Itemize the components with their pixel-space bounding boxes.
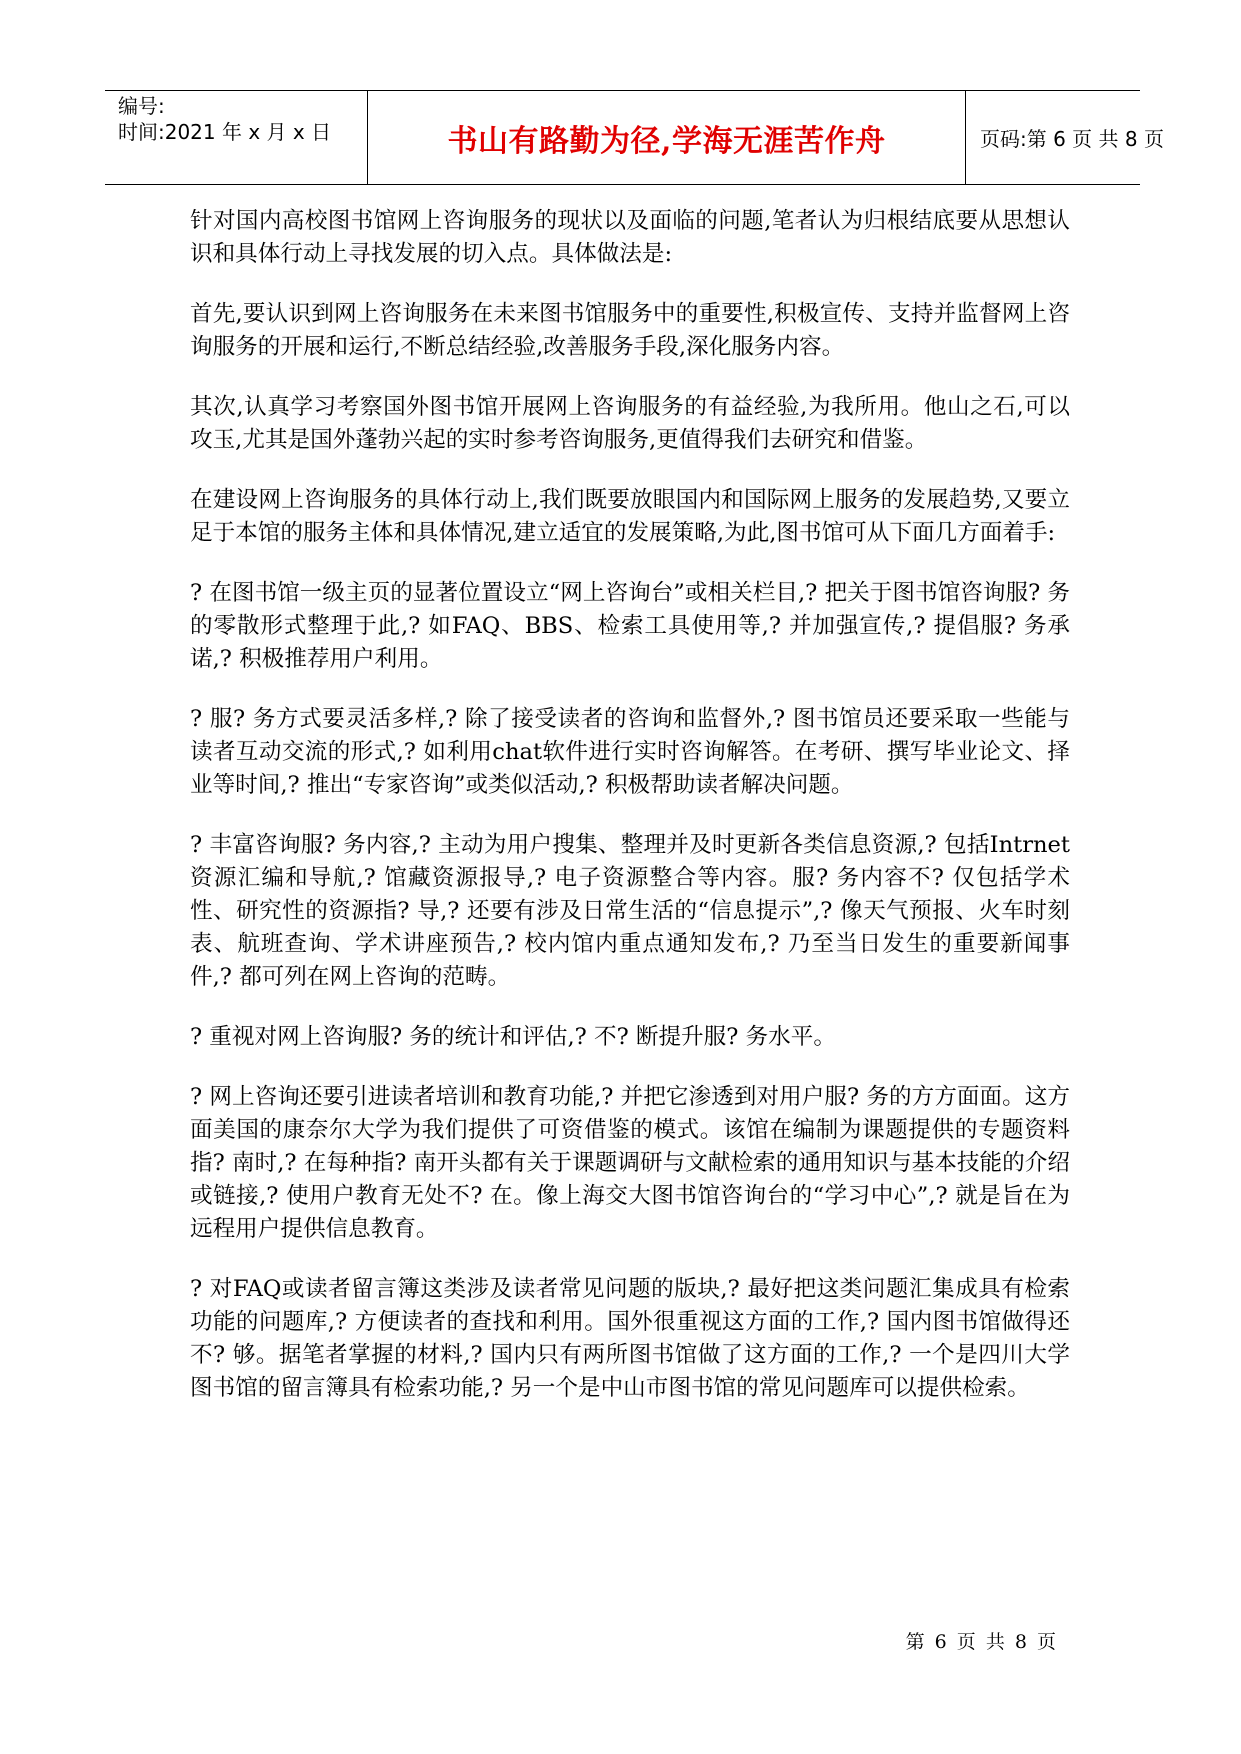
header-page-code: 页码:第 6 页 共 8 页: [980, 127, 1164, 151]
header-motto: 书山有路勤为径,学海无涯苦作舟: [447, 123, 886, 159]
body-paragraph-2: 首先,要认识到网上咨询服务在未来图书馆服务中的重要性,积极宣传、支持并监督网上咨询服务的开展和运行,不断总结经验,改善服务手段,深化服务内容。: [190, 301, 1070, 360]
page-footer: 第 6 页 共 8 页: [905, 1631, 1058, 1653]
body-paragraph-1: 针对国内高校图书馆网上咨询服务的现状以及面临的问题,笔者认为归根结底要从思想认识和具体行动上寻找发展的切入点。具体做法是:: [190, 208, 1070, 267]
body-paragraph-3: 其次,认真学习考察国外图书馆开展网上咨询服务的有益经验,为我所用。他山之石,可以攻玉,尤其是国外蓬勃兴起的实时参考咨询服务,更值得我们去研究和借鉴。: [190, 394, 1070, 453]
body-paragraph-10: ? 对FAQ或读者留言簿这类涉及读者常见问题的版块,? 最好把这类问题汇集成具有检索功能的问题库,? 方便读者的查找和利用。国外很重视这方面的工作,? 国内图书馆做得还不? 够。据笔者掌握的材料,? 国内只有两所图书馆做了这方面的工作,? 一个是四川大学图书馆的留言簿具有检索功能,? 另一个是中山市图书馆的常见问题库可以提供检索。: [190, 1276, 1070, 1401]
body-paragraph-8: ? 重视对网上咨询服? 务的统计和评估,? 不? 断提升服? 务水平。: [190, 1024, 836, 1050]
document-time-label: 时间:2021 年 x 月 x 日: [118, 120, 332, 144]
page-header: [105, 90, 1164, 185]
document-number-label: 编号:: [118, 94, 165, 118]
body-paragraph-7: ? 丰富咨询服? 务内容,? 主动为用户搜集、整理并及时更新各类信息资源,? 包括Intrnet资源汇编和导航,? 馆藏资源报导,? 电子资源整合等内容。服? 务内容不? 仅包括学术性、研究性的资源指? 导,? 还要有涉及日常生活的“信息提示”,? 像天气预报、火车时刻表、航班查询、学术讲座预告,? 校内馆内重点通知发布,? 乃至当日发生的重要新闻事件,? 都可列在网上咨询的范畴。: [190, 832, 1070, 990]
body-paragraph-5: ? 在图书馆一级主页的显著位置设立“网上咨询台”或相关栏目,? 把关于图书馆咨询服? 务的零散形式整理于此,? 如FAQ、BBS、检索工具使用等,? 并加强宣传,? 提倡服? 务承诺,? 积极推荐用户利用。: [190, 580, 1070, 672]
document-body: [190, 205, 1070, 1432]
body-paragraph-4: 在建设网上咨询服务的具体行动上,我们既要放眼国内和国际网上服务的发展趋势,又要立足于本馆的服务主体和具体情况,建立适宜的发展策略,为此,图书馆可从下面几方面着手:: [190, 487, 1070, 546]
body-paragraph-9: ? 网上咨询还要引进读者培训和教育功能,? 并把它渗透到对用户服? 务的方方面面。这方面美国的康奈尔大学为我们提供了可资借鉴的模式。该馆在编制为课题提供的专题资料指? 南时,? 在每种指? 南开头都有关于课题调研与文献检索的通用知识与基本技能的介绍或链接,? 使用户教育无处不? 在。像上海交大图书馆咨询台的“学习中心”,? 就是旨在为远程用户提供信息教育。: [190, 1084, 1070, 1242]
body-paragraph-6: ? 服? 务方式要灵活多样,? 除了接受读者的咨询和监督外,? 图书馆员还要采取一些能与读者互动交流的形式,? 如利用chat软件进行实时咨询解答。在考研、撰写毕业论文、择业等时间,? 推出“专家咨询”或类似活动,? 积极帮助读者解决问题。: [190, 706, 1070, 798]
header-meta: [105, 91, 368, 184]
header-motto-cell: [368, 91, 966, 184]
